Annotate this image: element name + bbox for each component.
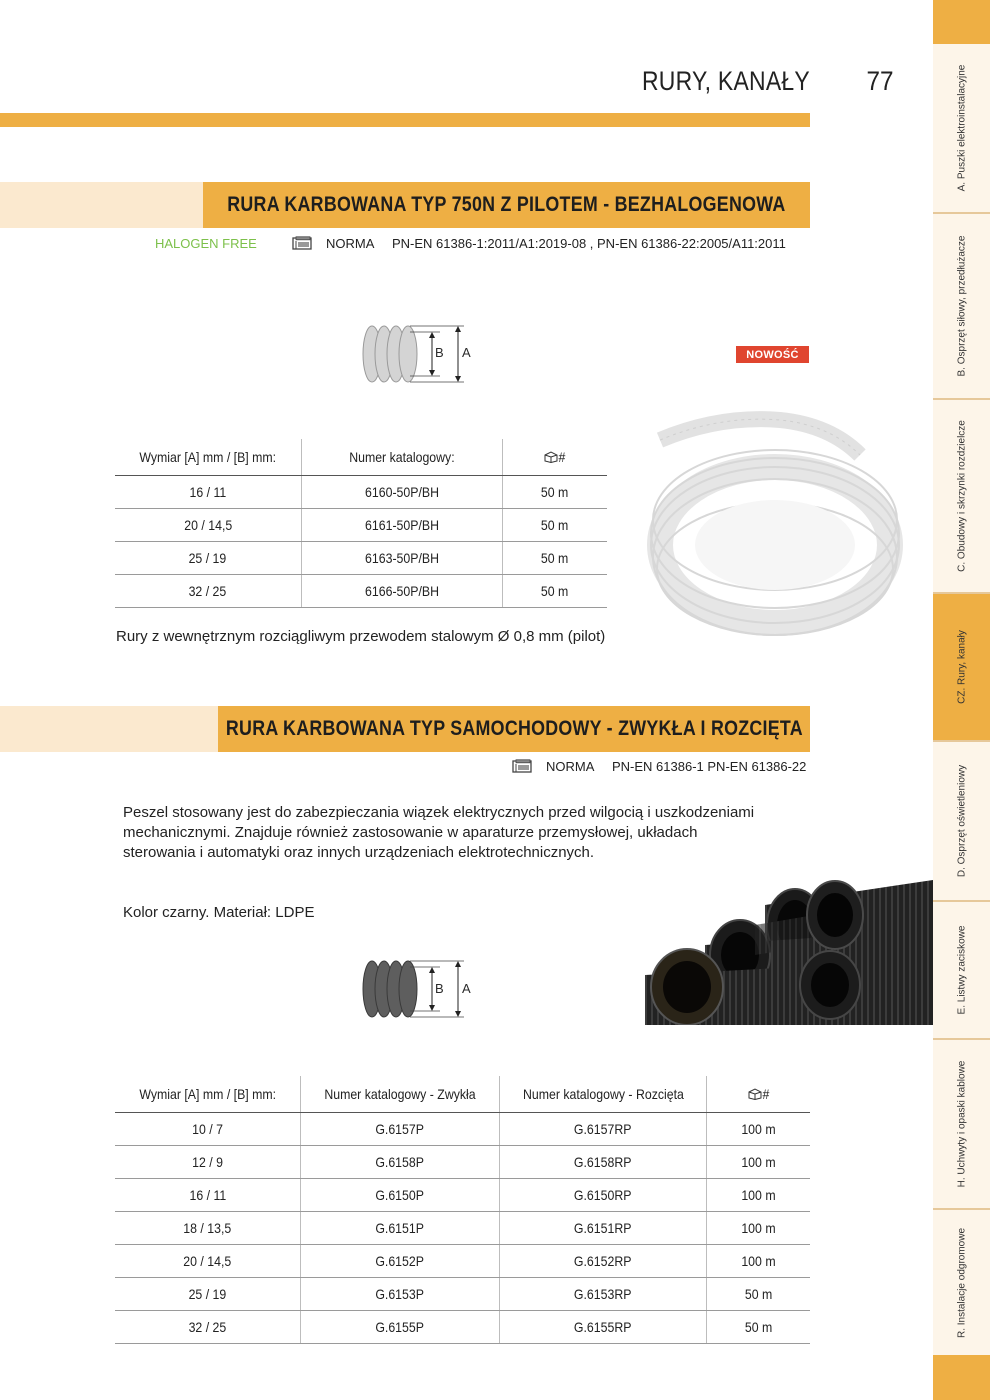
section-band [0, 706, 220, 752]
side-tab-a[interactable] [933, 44, 990, 214]
description-line: Peszel stosowany jest do zabezpieczania wiązek elektrycznych przed wilgocią i uszkodzeniami [123, 804, 755, 821]
side-top-accent [933, 0, 990, 44]
col-header-package: # [707, 1076, 810, 1113]
side-tab-label: A. Puszki elektroinstalacyjne [956, 64, 967, 192]
package-icon [544, 451, 558, 463]
norma-label: NORMA [326, 236, 375, 251]
table-row: 32 / 25 6166-50P/BH 50 m [115, 575, 607, 608]
side-tab-label: C. Obudowy i skrzynki rozdzielcze [956, 420, 967, 572]
standard-book-icon [512, 759, 532, 773]
diagram-label-b: B [435, 981, 444, 996]
side-tab-b[interactable] [933, 214, 990, 400]
table-row: 10 / 7 G.6157P G.6157RP 100 m [115, 1113, 810, 1146]
table-row: 20 / 14,5 G.6152P G.6152RP 100 m [115, 1245, 810, 1278]
description-line: sterowania i automatyki oraz innych urządzeniach elektrotechnicznych. [123, 844, 595, 861]
side-tab-e[interactable] [933, 902, 990, 1040]
table-row: 25 / 19 G.6153P G.6153RP 50 m [115, 1278, 810, 1311]
side-tab-label: H. Uchwyty i opaski kablowe [956, 1060, 967, 1188]
norma-value: PN-EN 61386-1 PN-EN 61386-22 [612, 759, 807, 774]
diagram-label-a: A [462, 981, 471, 996]
diagram-label-a: A [462, 345, 471, 360]
side-tab-label: CZ. Rury, kanały [956, 630, 967, 704]
page-number: 77 [866, 66, 894, 96]
new-badge: NOWOŚĆ [736, 346, 809, 363]
section-title-text: RURA KARBOWANA TYP 750N Z PILOTEM - BEZHALOGENOWA [227, 193, 786, 216]
table-row: 18 / 13,5 G.6151P G.6151RP 100 m [115, 1212, 810, 1245]
section-band [0, 182, 205, 228]
halogen-free-label: HALOGEN FREE [155, 236, 257, 251]
page-title: RURY, KANAŁY [641, 66, 810, 96]
header-bar [0, 113, 810, 127]
table-row: 12 / 9 G.6158P G.6158RP 100 m [115, 1146, 810, 1179]
spec-table [115, 1076, 810, 1344]
col-header-catalog-split: Numer katalogowy - Rozcięta [499, 1076, 707, 1113]
standard-book-icon [292, 236, 312, 250]
side-tab-label: E. Listwy zaciskowe [956, 925, 967, 1015]
black-corrugated-pipes-image [645, 875, 933, 1025]
side-tab-d[interactable] [933, 742, 990, 902]
side-tab-label: D. Osprzęt oświetleniowy [956, 764, 967, 878]
side-bottom-accent [933, 1355, 990, 1400]
table-row: 32 / 25 G.6155P G.6155RP 50 m [115, 1311, 810, 1344]
table-header-row [115, 1076, 810, 1113]
package-icon [748, 1088, 762, 1100]
side-index [933, 0, 990, 1400]
table-row: 16 / 11 G.6150P G.6150RP 100 m [115, 1179, 810, 1212]
table-row: 16 / 11 6160-50P/BH 50 m [115, 476, 607, 509]
col-header-catalog: Numer katalogowy: [301, 439, 502, 476]
side-tab-label: R. Instalacje odgromowe [956, 1227, 967, 1338]
side-tab-cz[interactable] [933, 594, 990, 742]
table-row: 25 / 19 6163-50P/BH 50 m [115, 542, 607, 575]
side-tab-c[interactable] [933, 400, 990, 594]
white-coiled-pipe-image [640, 405, 905, 640]
pilot-note: Rury z wewnętrznym rozciągliwym przewodem stalowym Ø 0,8 mm (pilot) [116, 628, 606, 645]
diagram-label-b: B [435, 345, 444, 360]
norma-value: PN-EN 61386-1:2011/A1:2019-08 , PN-EN 61386-22:2005/A11:2011 [392, 236, 786, 251]
section-title [218, 706, 810, 752]
section-title-text: RURA KARBOWANA TYP SAMOCHODOWY - ZWYKŁA I ROZCIĘTA [225, 717, 803, 740]
norma-label: NORMA [546, 759, 595, 774]
col-header-package: # [502, 439, 607, 476]
col-header-catalog-standard: Numer katalogowy - Zwykła [301, 1076, 499, 1113]
table-row: 20 / 14,5 6161-50P/BH 50 m [115, 509, 607, 542]
spec-table [115, 439, 607, 608]
description-line: mechanicznymi. Znajduje również zastosowanie w aparaturze przemysłowej, układach [123, 824, 698, 841]
color-material: Kolor czarny. Materiał: LDPE [123, 904, 315, 921]
side-tab-r[interactable] [933, 1210, 990, 1355]
section-title [203, 182, 810, 228]
table-header-row [115, 439, 607, 476]
col-header-size: Wymiar [A] mm / [B] mm: [115, 439, 301, 476]
side-tab-label: B. Osprzęt siłowy, przedłużacze [956, 235, 967, 377]
col-header-size: Wymiar [A] mm / [B] mm: [115, 1076, 301, 1113]
side-tab-h[interactable] [933, 1040, 990, 1210]
